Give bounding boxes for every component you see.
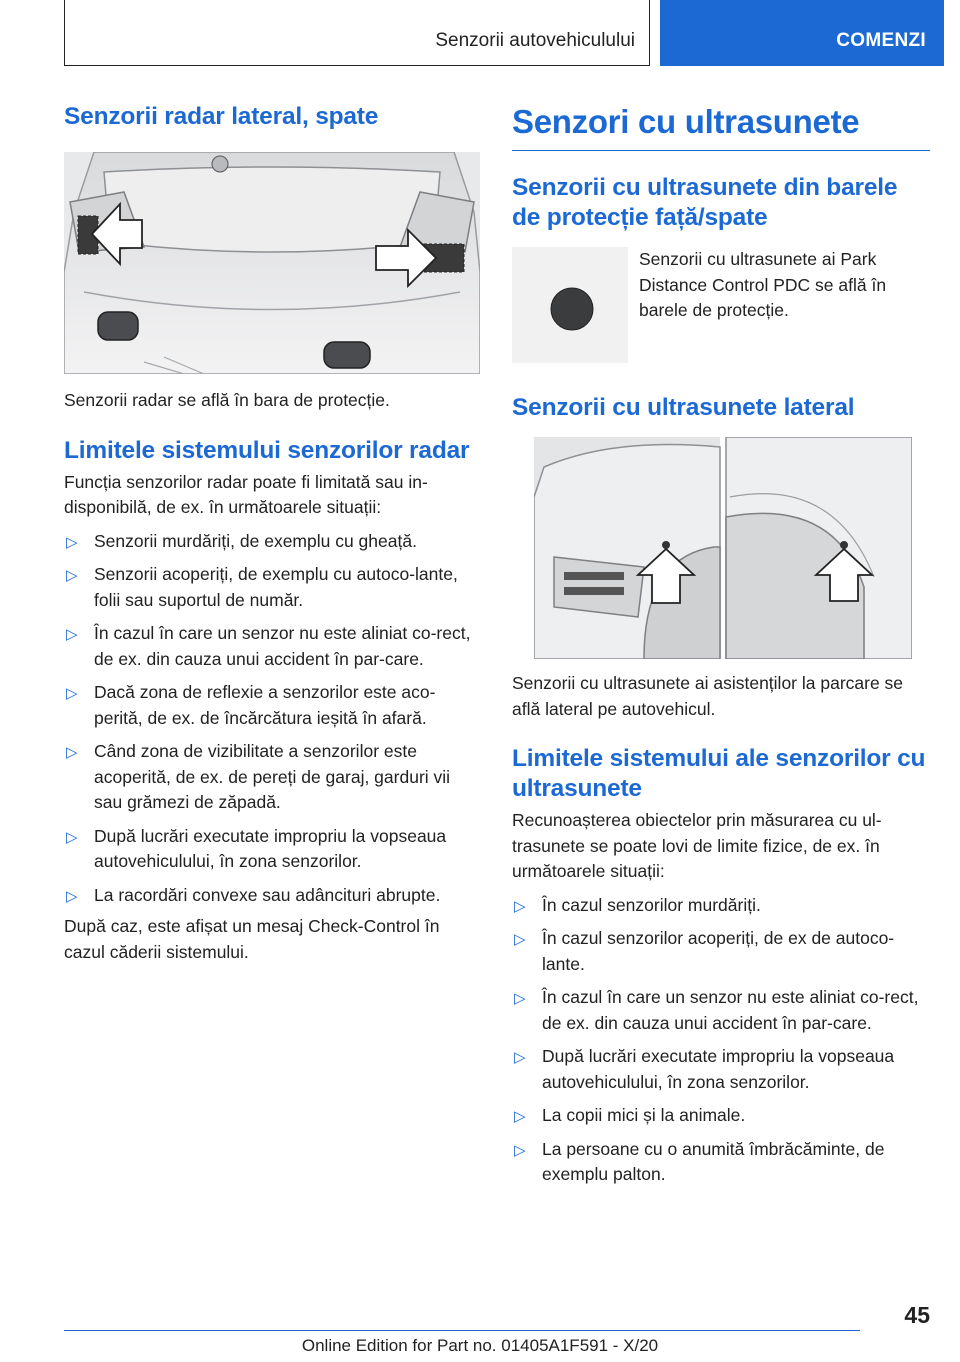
radar-limits-intro: Funcția senzorilor radar poate fi limitată sau in-disponibilă, de ex. în următoarele situații:: [64, 471, 428, 517]
right-column: [512, 100, 930, 1188]
list-item: ▷ După lucrări executate impropriu la vopseaua autovehiculului, în zona senzorilor.: [66, 825, 447, 871]
list-item: ▷ În cazul senzorilor acoperiți, de ex de autoco-lante.: [514, 928, 895, 974]
triangle-right-icon: ▷: [66, 744, 78, 761]
list-item: ▷ Senzorii murdăriți, de exemplu cu gheață.: [64, 529, 480, 555]
list-item: ▷ După lucrări executate impropriu la vopseaua autovehiculului, în zona senzorilor.: [514, 1046, 895, 1092]
triangle-right-icon: ▷: [66, 685, 78, 702]
triangle-right-icon: ▷: [514, 1049, 526, 1066]
header-chapter-label: COMENZI: [836, 30, 926, 51]
list-item: ▷ Când zona de vizibilitate a senzorilor este acoperită, de ex. de pereți de garaj, garduri vii sau grămezi de zăpadă.: [66, 741, 451, 812]
triangle-right-icon: ▷: [66, 887, 78, 905]
heading-ultrasonic-lateral: Senzorii cu ultrasunete lateral: [512, 394, 855, 421]
pdc-sensor-image: [512, 247, 628, 363]
caption-radar: Senzorii radar se află în bara de protecție.: [64, 390, 390, 410]
triangle-right-icon: ▷: [66, 828, 78, 846]
page-number: 45: [904, 1302, 930, 1328]
triangle-right-icon: ▷: [514, 931, 526, 948]
radar-limits-list: [64, 529, 480, 909]
list-item: ▷ Senzorii acoperiți, de exemplu cu autoco-lante, folii sau suportul de număr.: [66, 564, 458, 610]
heading-ultrasonic-bumpers: Senzorii cu ultrasunete din barele de protecție față/spate: [512, 174, 898, 231]
list-item: ▷ În cazul în care un senzor nu este aliniat co-rect, de ex. din cauza unui accident în par-care.: [66, 623, 471, 669]
header-section-box: [64, 0, 650, 66]
list-item: ▷ La copii mici și la animale.: [512, 1103, 930, 1129]
footer-edition-text: Online Edition for Part no. 01405A1F591 - X/20: [301, 1336, 659, 1355]
heading-ultrasonic: Senzori cu ultrasunete: [512, 102, 930, 151]
footer-divider: [64, 1330, 860, 1331]
pdc-sensor-block: [512, 247, 930, 365]
list-item: ▷ Dacă zona de reflexie a senzorilor este aco-perită, de ex. de încărcătura ieșită în afară.: [66, 682, 436, 728]
lateral-ultrasonic-image: [534, 437, 912, 659]
heading-radar-lateral: Senzorii radar lateral, spate: [64, 103, 379, 130]
pdc-sensor-text: Senzorii cu ultrasunete ai Park Distance Control PDC se află în barele de protecție.: [639, 249, 887, 320]
triangle-right-icon: ▷: [514, 897, 526, 915]
triangle-right-icon: ▷: [66, 567, 78, 584]
list-item: ▷ La racordări convexe sau adâncituri abrupte.: [64, 883, 480, 909]
triangle-right-icon: ▷: [514, 990, 526, 1007]
ultrasonic-limits-intro: Recunoașterea obiectelor prin măsurarea cu ul-trasunete se poate lovi de limite fizice, de ex. în următoarele situații:: [512, 810, 882, 881]
rear-bumper-radar-image: [64, 152, 480, 374]
ultrasonic-limits-list: [512, 893, 930, 1188]
list-item: ▷ În cazul în care un senzor nu este aliniat co-rect, de ex. din cauza unui accident în par-care.: [514, 987, 919, 1033]
list-item: ▷ În cazul senzorilor murdăriți.: [512, 893, 930, 919]
radar-limits-outro: După caz, este afișat un mesaj Check-Control în cazul căderii sistemului.: [64, 916, 440, 962]
triangle-right-icon: ▷: [514, 1108, 526, 1125]
triangle-right-icon: ▷: [66, 533, 78, 551]
list-item: ▷ La persoane cu o anumită îmbrăcăminte, de exemplu palton.: [514, 1138, 885, 1184]
triangle-right-icon: ▷: [514, 1141, 526, 1159]
caption-lateral: Senzorii cu ultrasunete ai asistenților la parcare se află lateral pe autovehicul.: [512, 673, 904, 719]
header-section-title: Senzorii autovehiculului: [435, 30, 635, 51]
triangle-right-icon: ▷: [66, 626, 78, 643]
heading-ultrasonic-limits: Limitele sistemului ale senzorilor cu ultrasunete: [512, 745, 926, 802]
header-chapter-tab[interactable]: [660, 0, 944, 66]
heading-radar-limits: Limitele sistemului senzorilor radar: [64, 436, 470, 464]
left-column: [64, 100, 480, 965]
